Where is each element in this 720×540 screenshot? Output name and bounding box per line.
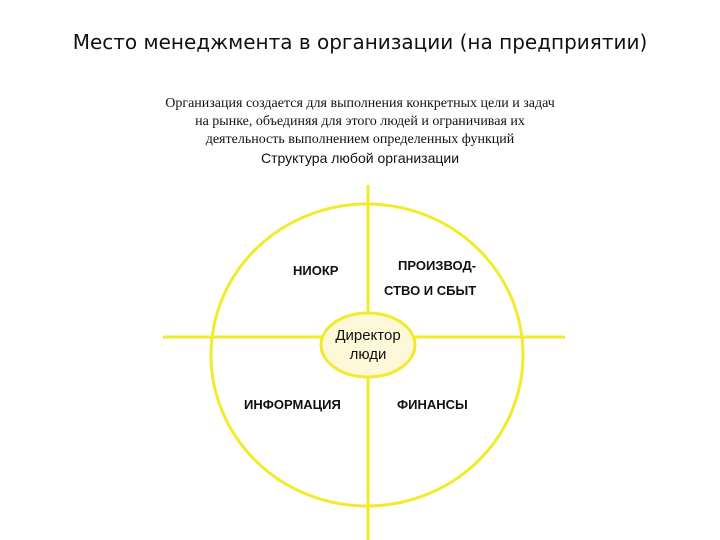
- center-label: [322, 326, 414, 364]
- center-label-people: люди: [349, 346, 387, 363]
- slide-title: Место менеджмента в организации (на предприятии): [72, 30, 648, 54]
- quadrant-label-production-line2: СТВО И СБЫТ: [384, 283, 477, 298]
- quadrant-label-finance: ФИНАНСЫ: [397, 397, 468, 412]
- intro-text: Организация создается для выполнения конкретных цели и задач на рынке, объединяя для этого людей и ограничивая их деятельность выполнением определенных функций: [165, 96, 555, 147]
- structure-caption: Структура любой организации: [260, 150, 460, 166]
- quadrant-label-niokr: НИОКР: [293, 263, 339, 278]
- center-label-director: Директор: [335, 327, 401, 344]
- quadrant-label-production-line1: ПРОИЗВОД-: [398, 258, 477, 273]
- quadrant-label-information: ИНФОРМАЦИЯ: [244, 397, 341, 412]
